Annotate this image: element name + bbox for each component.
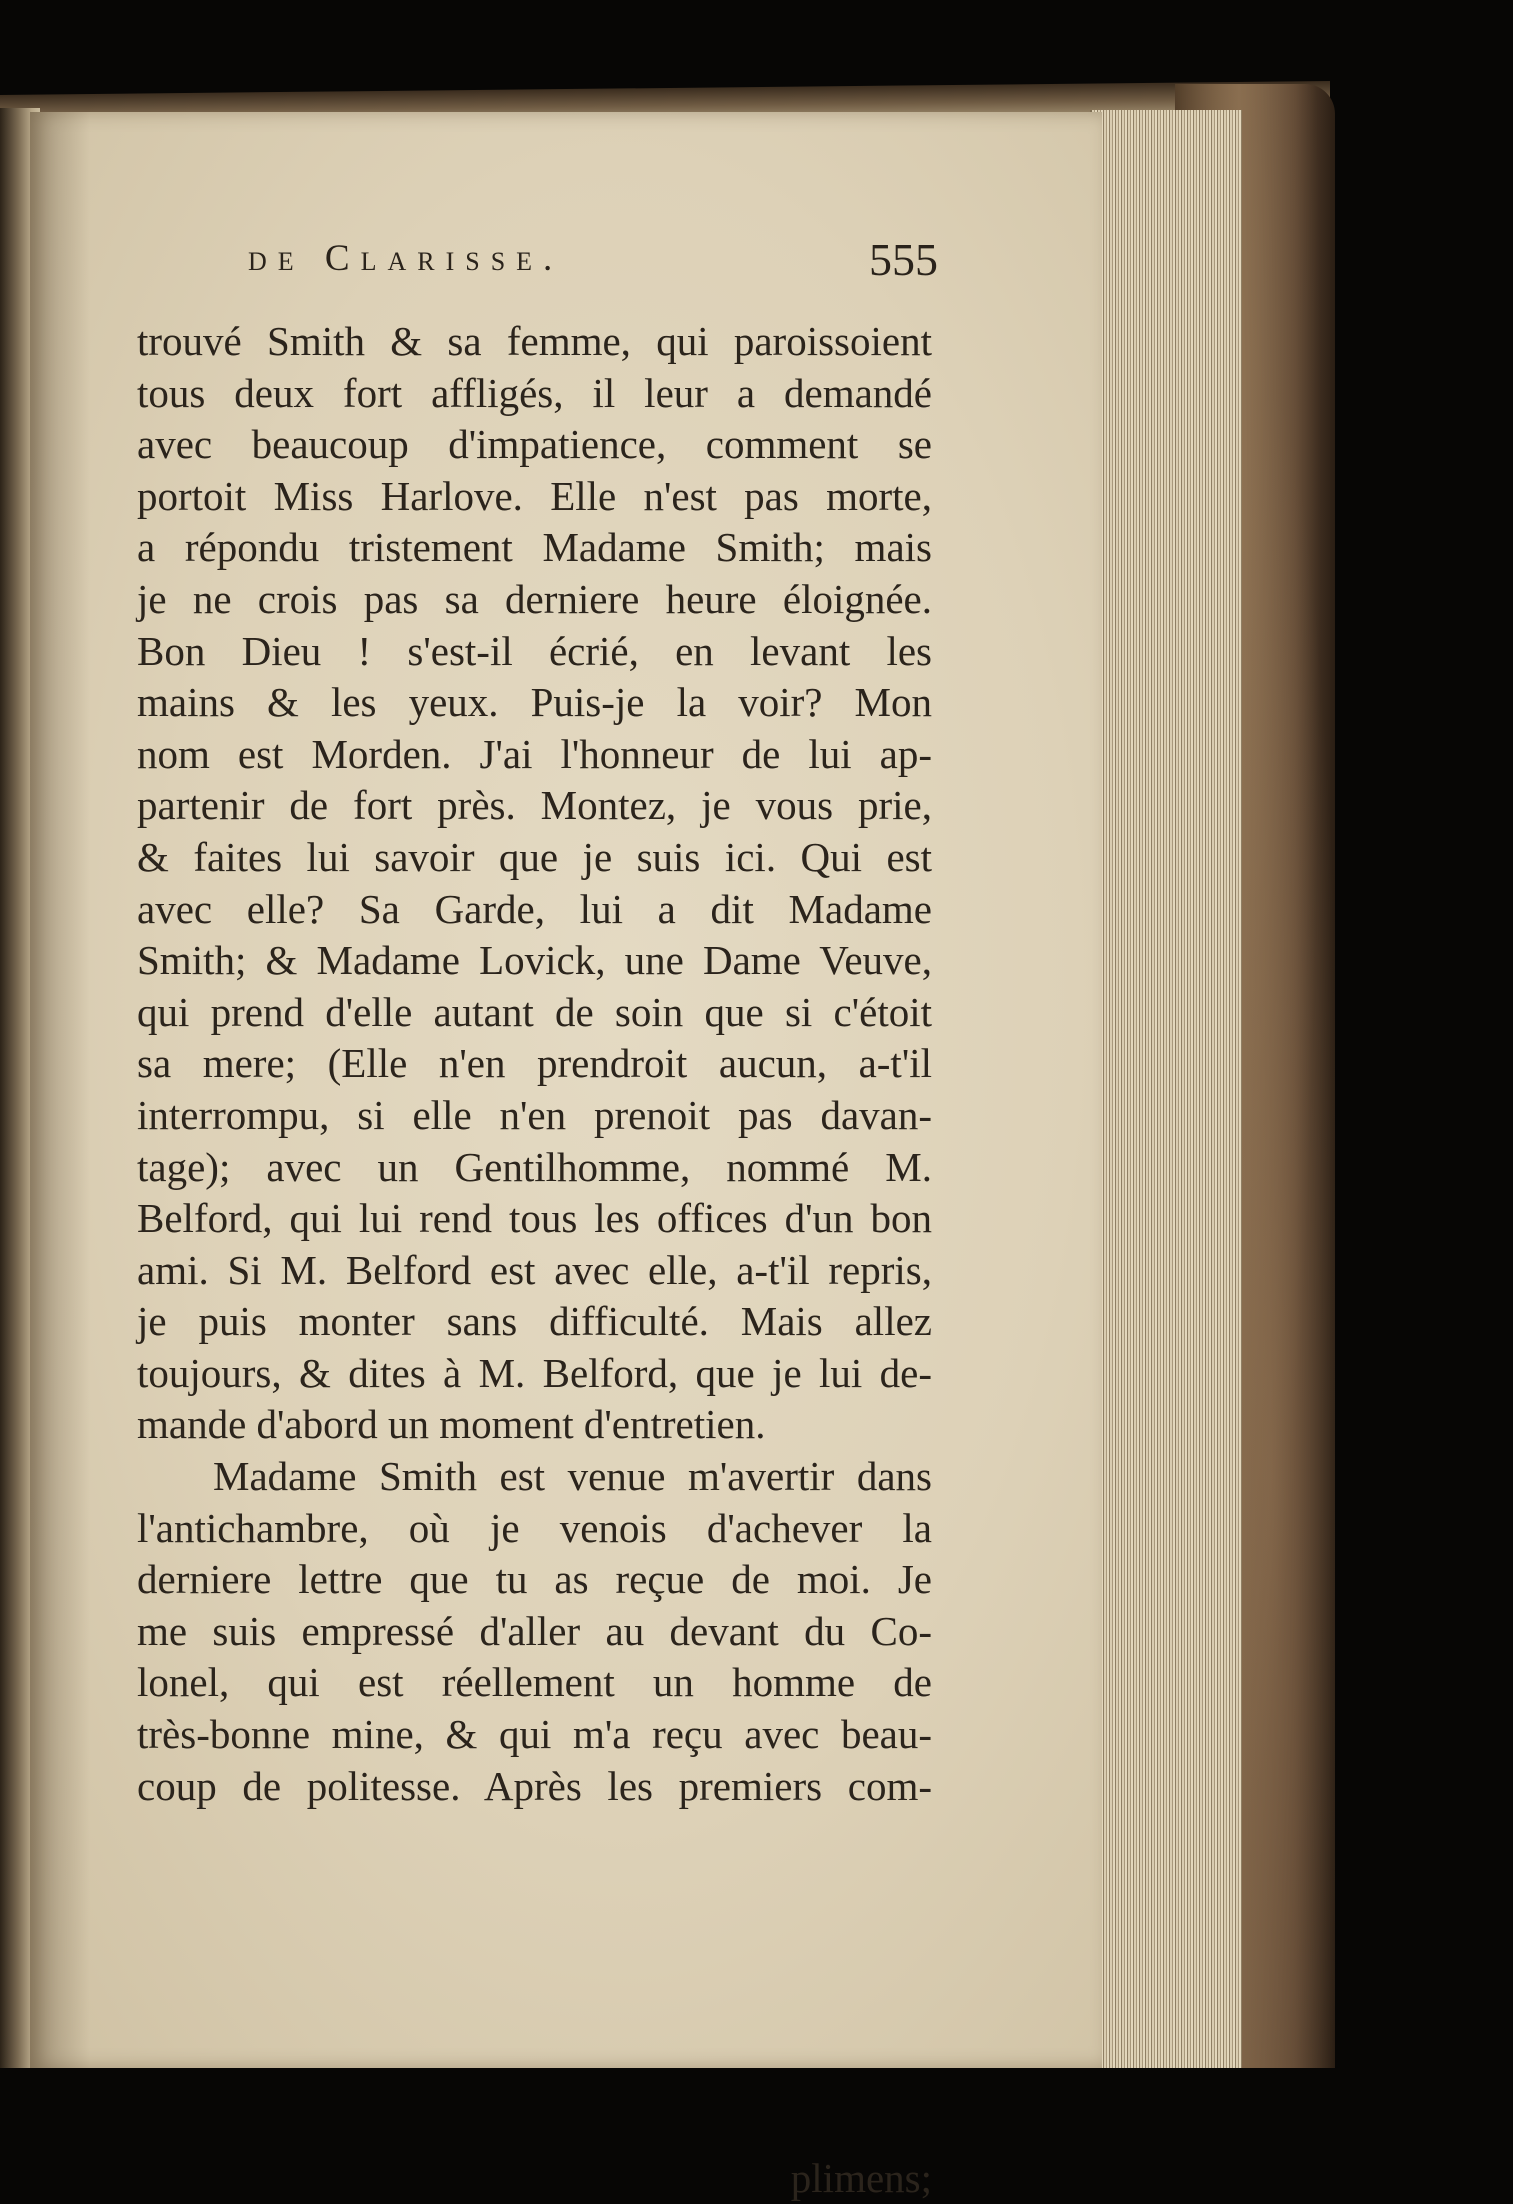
text-line: qui prend d'elle autant de soin que si c'étoit [137, 988, 932, 1035]
text-line: lonel, qui est réellement un homme de [137, 1659, 932, 1706]
catchword: plimens; [790, 2155, 932, 2201]
text-line: coup de politesse. Après les premiers com- [137, 1762, 932, 1809]
text-line: trouvé Smith & sa femme, qui paroissoient [137, 318, 932, 364]
text-line: Bon Dieu ! s'est-il écrié, en levant les [137, 627, 932, 674]
text-line: nom est Morden. J'ai l'honneur de lui ap- [137, 730, 932, 777]
text-line: mande d'abord un moment d'entretien. [137, 1401, 766, 1448]
text-line: sa mere; (Elle n'en prendroit aucun, a-t'il [137, 1040, 932, 1087]
text-line: tous deux fort affligés, il leur a demandé [137, 369, 932, 416]
text-line: tage); avec un Gentilhomme, nommé M. [137, 1143, 932, 1190]
text-line: l'antichambre, où je venois d'achever la [137, 1504, 932, 1551]
running-title: de Clarisse. [248, 238, 564, 279]
text-line: très-bonne mine, & qui m'a reçu avec beau- [137, 1711, 932, 1758]
text-line: & faites lui savoir que je suis ici. Qui est [137, 833, 932, 880]
paragraph-first-line: Madame Smith est venue m'avertir dans [213, 1453, 932, 1500]
text-line: partenir de fort près. Montez, je vous prie, [137, 782, 932, 829]
page-block-edges [1090, 110, 1242, 2068]
text-line: me suis empressé d'aller au devant du Co- [137, 1607, 932, 1654]
text-line: Belford, qui lui rend tous les offices d'un bon [137, 1195, 932, 1242]
text-line: interrompu, si elle n'en prenoit pas davan- [137, 1091, 932, 1138]
running-head [248, 234, 938, 297]
text-line: derniere lettre que tu as reçue de moi. Je [137, 1556, 932, 1603]
text-line: Smith; & Madame Lovick, une Dame Veuve, [137, 937, 932, 984]
text-line: toujours, & dites à M. Belford, que je lui de- [137, 1349, 932, 1396]
gutter-shadow [30, 112, 90, 2068]
text-line: a répondu tristement Madame Smith; mais [137, 524, 932, 571]
text-line: ami. Si M. Belford est avec elle, a-t'il repris, [137, 1246, 932, 1293]
body-text [137, 316, 932, 2201]
text-line: portoit Miss Harlove. Elle n'est pas morte, [137, 472, 932, 519]
text-line: mains & les yeux. Puis-je la voir? Mon [137, 679, 932, 726]
text-line: avec elle? Sa Garde, lui a dit Madame [137, 885, 932, 932]
text-line: je puis monter sans difficulté. Mais allez [137, 1298, 932, 1345]
page-number: 555 [869, 234, 938, 285]
text-line: je ne crois pas sa derniere heure éloignée. [137, 575, 932, 622]
text-line: avec beaucoup d'impatience, comment se [137, 421, 932, 468]
